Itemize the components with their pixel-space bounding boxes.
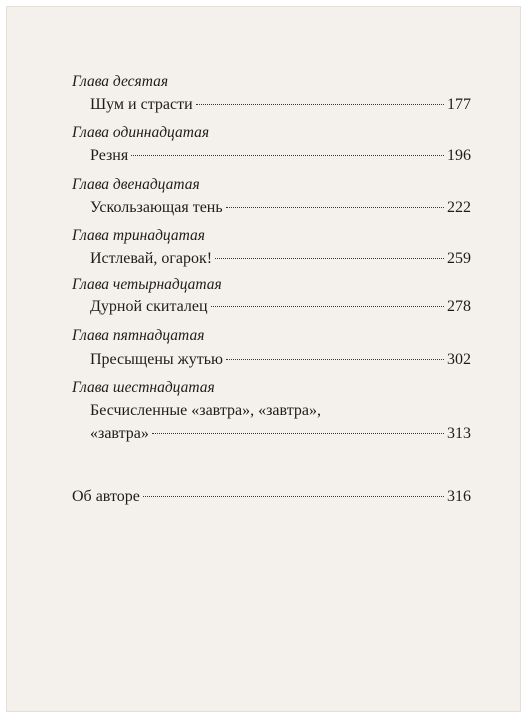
dot-leader xyxy=(143,496,444,497)
chapter-title: Дурной скиталец xyxy=(90,298,208,315)
chapter-title-line xyxy=(90,424,471,444)
chapter-heading: Глава десятая xyxy=(72,73,169,90)
chapter-heading: Глава пятнадцатая xyxy=(72,327,205,344)
about-author-title: Об авторе xyxy=(72,488,140,505)
about-author-line xyxy=(72,487,471,507)
dot-leader xyxy=(196,104,444,105)
chapter-title-line xyxy=(90,249,471,269)
dot-leader xyxy=(215,258,444,259)
chapter-title-first-line: Бесчисленные «завтра», «завтра», xyxy=(90,402,321,419)
chapter-title-line xyxy=(90,198,471,218)
chapter-title: Ускользающая тень xyxy=(90,199,223,216)
dot-leader xyxy=(211,306,444,307)
page-number: 196 xyxy=(447,147,471,164)
dot-leader xyxy=(226,359,444,360)
chapter-heading: Глава четырнадцатая xyxy=(72,276,222,293)
page-number: 313 xyxy=(447,425,471,442)
dot-leader xyxy=(131,155,444,156)
chapter-heading: Глава двенадцатая xyxy=(72,176,200,193)
chapter-title-second-line: «завтра» xyxy=(90,425,149,442)
chapter-title-line xyxy=(90,95,471,115)
chapter-heading: Глава шестнадцатая xyxy=(72,379,215,396)
chapter-title-line xyxy=(90,297,471,317)
chapter-title-line xyxy=(90,146,471,166)
table-of-contents xyxy=(6,6,521,712)
book-page xyxy=(6,6,521,712)
page-number: 177 xyxy=(447,96,471,113)
page-number: 302 xyxy=(447,351,471,368)
dot-leader xyxy=(226,207,444,208)
page-number: 222 xyxy=(447,199,471,216)
dot-leader xyxy=(152,433,444,434)
chapter-title-line xyxy=(90,350,471,370)
page-number: 278 xyxy=(447,298,471,315)
chapter-heading: Глава одиннадцатая xyxy=(72,124,210,141)
chapter-title: Пресыщены жутью xyxy=(90,351,223,368)
page-number: 259 xyxy=(447,250,471,267)
page-number: 316 xyxy=(447,488,471,505)
chapter-title: Шум и страсти xyxy=(90,96,193,113)
chapter-title: Истлевай, огарок! xyxy=(90,250,213,267)
chapter-title: Резня xyxy=(90,147,129,164)
chapter-heading: Глава тринадцатая xyxy=(72,227,205,244)
